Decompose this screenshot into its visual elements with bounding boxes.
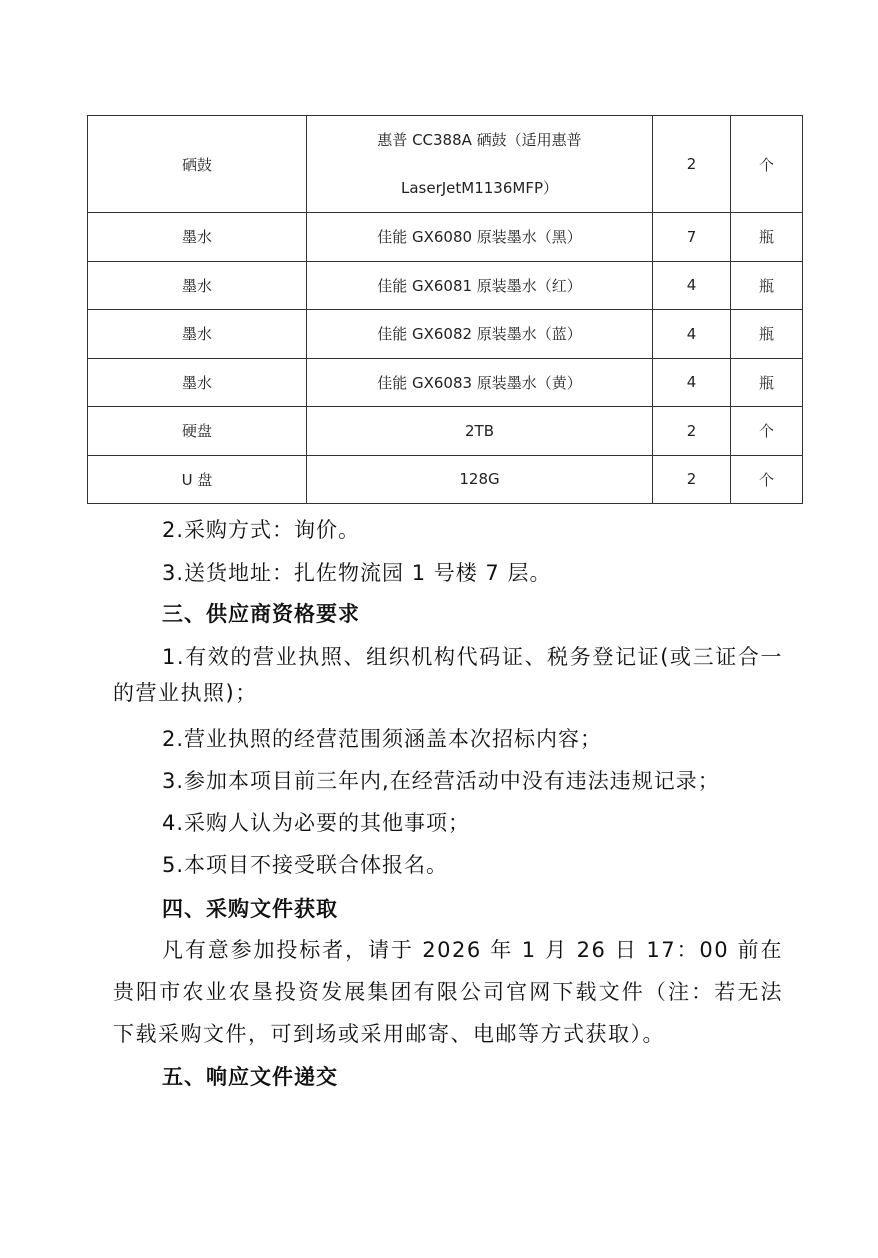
delivery-address: 3.送货地址：扎佐物流园 1 号楼 7 层。: [162, 561, 552, 585]
item-description: 128G: [307, 455, 653, 504]
item-quantity: 4: [653, 358, 731, 407]
section-4-text: 凡有意参加投标者，请于 2026 年 1 月 26 日 17：00 前在贵阳市农业农垦投资发展集团有限公司官网下载文件（注：若无法下载采购文件，可到场或采用邮寄、电邮等方式获取）。: [113, 938, 783, 1046]
item-description: [307, 116, 653, 213]
requirement-3: 3.参加本项目前三年内,在经营活动中没有违法违规记录；: [162, 769, 720, 793]
item-description-line1: 惠普 CC388A 硒鼓（适用惠普: [377, 131, 582, 149]
item-name: U 盘: [88, 455, 307, 504]
requirement-4: 4.采购人认为必要的其他事项；: [162, 811, 471, 835]
table-row: [88, 213, 803, 262]
section-5-title: 五、响应文件递交: [162, 1065, 338, 1089]
item-unit: 瓶: [731, 310, 803, 359]
item-unit: 个: [731, 407, 803, 456]
item-name: 硬盘: [88, 407, 307, 456]
item-quantity: 2: [653, 116, 731, 213]
requirement-1: 1.有效的营业执照、组织机构代码证、税务登记证(或三证合一的营业执照)；: [113, 645, 783, 705]
item-quantity: 2: [653, 455, 731, 504]
item-description: 佳能 GX6083 原装墨水（黄）: [307, 358, 653, 407]
purchase-method: 2.采购方式：询价。: [162, 518, 361, 542]
table-row: [88, 358, 803, 407]
item-name: 墨水: [88, 358, 307, 407]
item-unit: 个: [731, 455, 803, 504]
item-description: 佳能 GX6082 原装墨水（蓝）: [307, 310, 653, 359]
item-unit: 瓶: [731, 213, 803, 262]
requirement-5: 5.本项目不接受联合体报名。: [162, 853, 449, 877]
section-3-title: 三、供应商资格要求: [162, 602, 360, 626]
table-row: [88, 310, 803, 359]
requirement-2: 2.营业执照的经营范围须涵盖本次招标内容；: [162, 727, 603, 751]
item-description: 2TB: [307, 407, 653, 456]
item-name: 墨水: [88, 213, 307, 262]
item-quantity: 2: [653, 407, 731, 456]
section-4-title: 四、采购文件获取: [162, 897, 338, 921]
item-quantity: 4: [653, 310, 731, 359]
item-quantity: 4: [653, 261, 731, 310]
table-row: [88, 261, 803, 310]
item-description: 佳能 GX6080 原装墨水（黑）: [307, 213, 653, 262]
item-description-line2: LaserJetM1136MFP）: [400, 179, 559, 197]
table-row: [88, 455, 803, 504]
item-name: 墨水: [88, 310, 307, 359]
item-name: 墨水: [88, 261, 307, 310]
item-quantity: 7: [653, 213, 731, 262]
item-name: 硒鼓: [88, 116, 307, 213]
table-row: [88, 407, 803, 456]
item-description: 佳能 GX6081 原装墨水（红）: [307, 261, 653, 310]
item-unit: 瓶: [731, 358, 803, 407]
procurement-items-table: [87, 115, 803, 504]
table-row: [88, 116, 803, 213]
item-unit: 瓶: [731, 261, 803, 310]
item-unit: 个: [731, 116, 803, 213]
